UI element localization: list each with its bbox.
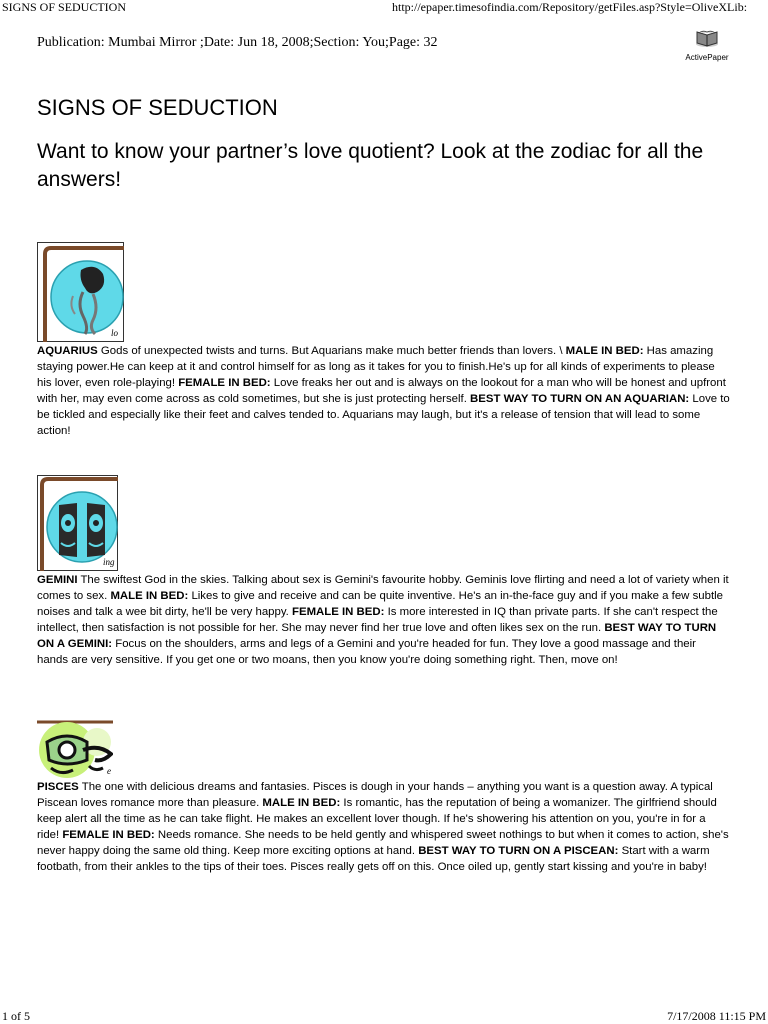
publication-line: Publication: Mumbai Mirror ;Date: Jun 18, 2008;Section: You;Page: 32 bbox=[37, 35, 438, 50]
pisces-icon bbox=[37, 720, 113, 778]
aquarius-best-text: Love to be tickled and especially like their feet and calves tended to. Aquarians may laugh, but it's a release of tension that will lead to some action! bbox=[37, 393, 730, 437]
pisces-image-caption: e bbox=[107, 766, 111, 776]
aquarius-icon bbox=[37, 242, 124, 342]
sign-name-pisces: PISCES bbox=[37, 781, 79, 793]
sign-name-aquarius: AQUARIUS bbox=[37, 345, 98, 357]
pisces-best-label: BEST WAY TO TURN ON A PISCEAN: bbox=[418, 845, 619, 857]
aquarius-female-label: FEMALE IN BED: bbox=[178, 377, 271, 389]
aquarius-image-caption: lo bbox=[111, 328, 119, 338]
article-subtitle: Want to know your partner’s love quotient? Look at the zodiac for all the answers! bbox=[37, 140, 704, 191]
activepaper-logo bbox=[676, 26, 738, 62]
document-title-header: SIGNS OF SEDUCTION bbox=[2, 0, 127, 14]
source-url[interactable] bbox=[392, 0, 768, 15]
aquarius-best-label: BEST WAY TO TURN ON AN AQUARIAN: bbox=[470, 393, 690, 405]
gemini-intro: The swiftest God in the skies. Talking about sex is Gemini's favourite hobby. Geminis love flirting and need a lot of variety when it comes to sex. bbox=[37, 574, 729, 602]
aquarius-image bbox=[37, 242, 124, 342]
gemini-female-text: Is more interested in IQ than private parts. If she can't respect the intellect, then satisfaction is not possible for her. She may never find her true love and often likes sex on the run. bbox=[37, 606, 718, 634]
aquarius-paragraph bbox=[37, 343, 730, 439]
gemini-best-label: BEST WAY TO TURN ON A GEMINI: bbox=[37, 622, 717, 650]
book-icon bbox=[694, 26, 720, 48]
gemini-image-caption: ing bbox=[103, 557, 115, 567]
sign-name-gemini: GEMINI bbox=[37, 574, 78, 586]
gemini-best-text: Focus on the shoulders, arms and legs of a Gemini and you're headed for fun. They love a good massage and their hands are very sensitive. If you get one or two moans, then you know you're doing something right. Then, move on! bbox=[37, 638, 696, 666]
pisces-female-text: Needs romance. She needs to be held gently and whispered sweet nothings to but when it comes to action, she's never happy doing the same old thing. Keep more exciting options at hand. bbox=[37, 829, 729, 857]
aquarius-intro: Gods of unexpected twists and turns. But Aquarians make much better friends than lovers. \ bbox=[97, 345, 566, 357]
aquarius-male-label: MALE IN BED: bbox=[565, 345, 644, 357]
gemini-image bbox=[37, 475, 118, 571]
pisces-male-text: Is romantic, has the reputation of being a womanizer. The girlfriend should keep alert all the time as he can take flight. He makes an excellent lover though. If he's showering his attention on you, you're in for a ride! bbox=[37, 797, 717, 841]
gemini-paragraph bbox=[37, 572, 730, 668]
aquarius-female-text: Love freaks her out and is always on the lookout for a man who will be honest and upfront with her, may even come across as cold sometimes, but she is just protecting herself. bbox=[37, 377, 726, 405]
page-counter: 1 of 5 bbox=[2, 1009, 30, 1023]
pisces-paragraph bbox=[37, 779, 730, 875]
activepaper-logo-text: ActivePaper bbox=[685, 53, 729, 62]
pisces-intro: The one with delicious dreams and fantasies. Pisces is dough in your hands – anything you want is a question away. A typical Piscean loves romance more than pleasure. bbox=[37, 781, 713, 809]
gemini-male-text: Likes to give and receive and can be quite inventive. He's an in-the-face guy and if you make a few subtle noises and talk a wee bit dirty, he'll be very happy. bbox=[37, 590, 723, 618]
gemini-male-label: MALE IN BED: bbox=[110, 590, 189, 602]
pisces-female-label: FEMALE IN BED: bbox=[62, 829, 155, 841]
print-timestamp: 7/17/2008 11:15 PM bbox=[667, 1009, 766, 1023]
pisces-image bbox=[37, 720, 113, 778]
aquarius-male-text: Has amazing staying power.He can keep at it and control himself for as long as it takes for you to finish.He's up for all kinds of experiments to please his lover, even role-playing! bbox=[37, 345, 715, 389]
gemini-female-label: FEMALE IN BED: bbox=[292, 606, 385, 618]
article-title: SIGNS OF SEDUCTION bbox=[37, 95, 278, 120]
source-url-text: http://epaper.timesofindia.com/Repository/getFiles.asp?Style=OliveXLib: bbox=[392, 0, 748, 14]
pisces-male-label: MALE IN BED: bbox=[262, 797, 341, 809]
pisces-best-text: Start with a warm footbath, from their ankles to the tips of their toes. Pisces really gets off on this. Once oiled up, gently start kissing and you're in baby! bbox=[37, 845, 710, 873]
